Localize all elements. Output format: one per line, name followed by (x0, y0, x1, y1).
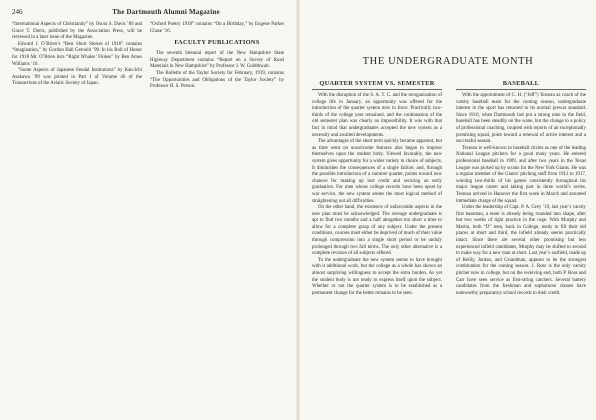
paragraph: With the disruption of the S. A. T. C. and the reorganization of college life in January, an opportunity was offered for the introduction of the quarter system now in force. Practically two-thirds of the college year remained, and the continuation of the old semester plan was clearly an impossibility. It was with that fact in mind that undergraduates accepted the new system as a necessity and awaited developments. (312, 93, 442, 138)
paragraph: Edward J. O’Brien’s “Best Short Stories of 1916” contains “Imagination,” by Gordon Hall Gerould ’99. In his Roll of Honor for 1918 Mr. O’Brien lists “Right Whales’ Flukes” by Ben Ames Williams ’10. (12, 41, 142, 67)
paragraph: To the undergraduate the new system seems to have brought with it additional work, but the college as a whole has shown an almost surprising willingness to accept the extra burden. As yet the student body is not ready to express itself upon the subject. Whether or not the quarter system is to be established as a permanent change for the better remains to be seen. (312, 257, 442, 296)
page-number: 246 (12, 8, 23, 16)
paragraph: On the other hand, the existence of unfavorable aspects in the new plan must be acknowledged. The average undergraduate is apt to find two months and a half altogether too short a time to allow for a complete grasp of any subject. Under the present conditions, courses must either be deprived of much of their value through compression into a single short period or be unduly prolonged through two full terms. The only other alternative is a complete revision of all subjects offered. (312, 205, 442, 257)
right-column-1 (312, 80, 442, 297)
left-column-1 (12, 22, 142, 88)
paragraph: With the appointment of C. H. (“Jeff”) Tesreau as coach of the varsity baseball team for the coming season, undergraduate interest in the sport has returned to its normal prewar standard. Since 1916, when Dartmouth last put a strong nine in the field, baseball has been steadily on the wane, but the change to a policy of professional coaching, coupled with reports of an exceptionally promising squad, point toward a renewal of active interest and a successful season. (456, 93, 586, 145)
paragraph: “Oxford Poetry 1918” contains “On a Birthday,” by Eugene Parker Chase ’16. (150, 22, 284, 34)
paragraph: Under the leadership of Capt. P. A. Grey ’19, last year’s varsity first baseman, a team is already being rounded into shape, after but two weeks of light practice in the cage. With Murphy and Martin, both “D” men, back in College, ready to fill their old places at short and third, the infield already seems practically intact. Since there are several other promising but less experienced infield candidates, Murphy may be shifted to second to make way for a new man at short. Last year’s outfield, made up of Reilly, Jordan, and Grundman, appears to be the strongest combination for the coming season. J. Ross is the only varsity pitcher now in college, but on the receiving end, both P. Ross and Carr have seen service as first-string catchers. Several battery candidates from the freshman and sophomore classes have noteworthy preparatory school records to their credit. (456, 205, 586, 296)
column-heading: BASEBALL (456, 80, 586, 90)
column-heading: QUARTER SYSTEM VS. SEMESTER (312, 80, 442, 90)
paragraph: Tesreau is well-known in baseball circles as one of the leading National League pitchers for a good many years. He entered professional baseball in 1909, and after two years in the Texas League was picked up by scouts for the New York Giants. He was a regular member of the Giants’ pitching staff from 1912 to 1917, winning two-thirds of his games consistently throughout his major league career and taking part in three world’s series. Tesreau arrived in Hanover the first week in March and assumed immediate charge of the squad. (456, 145, 586, 204)
department-title: THE UNDERGRADUATE MONTH (362, 56, 534, 67)
paragraph: The Bulletin of the Taylor Society for February, 1919, contains “The Opportunities and Obligations of the Taylor Society” by Professor H. S. Person. (150, 70, 284, 90)
paragraph: “International Aspects of Christianity” by Osora S. Davis ’89 and Grace T. Davis, published by the Association Press, will be reviewed in a later issue of the Magazine. (12, 22, 142, 41)
left-column-2 (150, 22, 284, 91)
paragraph: The seventh biennial report of the New Hampshire State Highway Department contains “Report on a Survey of Road Materials in New Hampshire” by Professor J. W. Goldthwait. (150, 51, 284, 70)
paragraph: The advantages of the short term quickly became apparent, but as time went on unwelcome features also began to impress themselves upon the student body. Viewed favorably, the new system gives opportunity for a wider variety in choice of subjects. It diminishes the consequences of a single failure, and, through the possible introduction of a summer quarter, points toward new chances for making up lost credit and securing an early graduation. For men whose college records have been upset by war service, the new system seems the most logical method of straightening out all difficulties. (312, 139, 442, 204)
section-heading: FACULTY PUBLICATIONS (174, 39, 260, 47)
paragraph: “Some Aspects of Japanese Feudal Institutions” by Kan-Ichi Asakawa ’99 was printed in Part I of Volume 46 of the Transactions of the Asiatic Society of Japan. (12, 68, 142, 87)
right-column-2 (456, 80, 586, 297)
journal-title: The Dartmouth Alumni Magazine (112, 8, 220, 16)
